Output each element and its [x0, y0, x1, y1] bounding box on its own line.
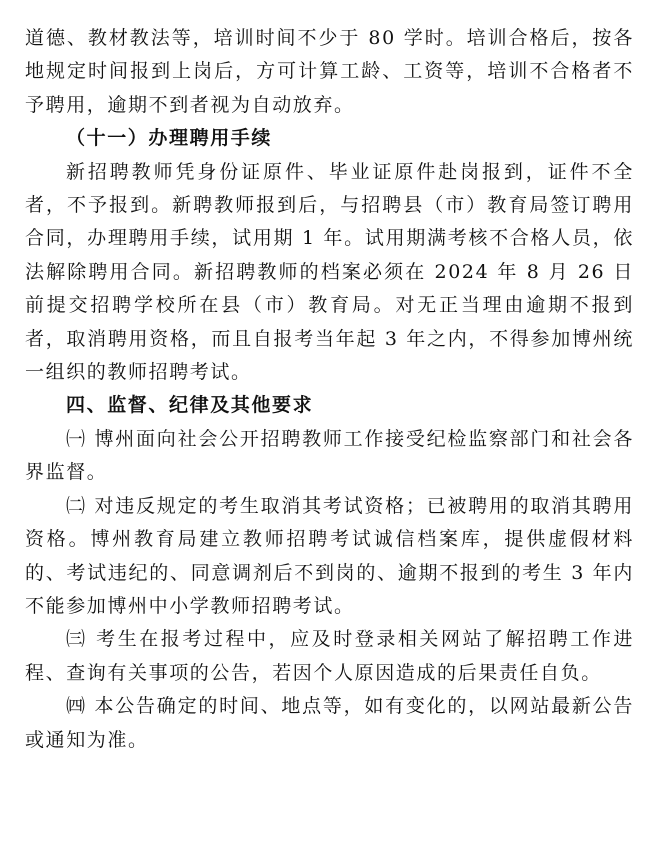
list-item-supervision-2: ㈡ 对违反规定的考生取消其考试资格；已被聘用的取消其聘用资格。博州教育局建立教师招聘考试诚信档案库，提供虚假材料的、考试违纪的、同意调剂后不到岗的、逾期不报到的考生 3 年内不能参加博州中小学教师招聘考试。 — [25, 494, 634, 617]
paragraph-training: 道德、教材教法等，培训时间不少于 80 学时。培训合格后，按各地规定时间报到上岗后，方可计算工龄、工资等，培训不合格者不予聘用，逾期不到者视为自动放弃。 — [25, 27, 634, 116]
list-item-supervision-3: ㈢ 考生在报考过程中，应及时登录相关网站了解招聘工作进程、查询有关事项的公告，若因个人原因造成的后果责任自负。 — [25, 628, 634, 684]
section-heading-supervision: 四、监督、纪律及其他要求 — [66, 394, 314, 417]
subheading-employment-procedures: （十一）办理聘用手续 — [66, 127, 273, 150]
list-item-supervision-4: ㈣ 本公告确定的时间、地点等，如有变化的，以网站最新公告或通知为准。 — [25, 695, 634, 751]
paragraph-employment-procedures: 新招聘教师凭身份证原件、毕业证原件赴岗报到，证件不全者，不予报到。新聘教师报到后，与招聘县（市）教育局签订聘用合同，办理聘用手续，试用期 1 年。试用期满考核不合格人员，依法解除聘用合同。新招聘教师的档案必须在 2024 年 8 月 26 日前提交招聘学校所在县（市）教育局。对无正当理由逾期不报到者，取消聘用资格，而且自报考当年起 3 年之内，不得参加博州统一组织的教师招聘考试。 — [25, 160, 634, 384]
list-item-supervision-1: ㈠ 博州面向社会公开招聘教师工作接受纪检监察部门和社会各界监督。 — [25, 427, 634, 484]
